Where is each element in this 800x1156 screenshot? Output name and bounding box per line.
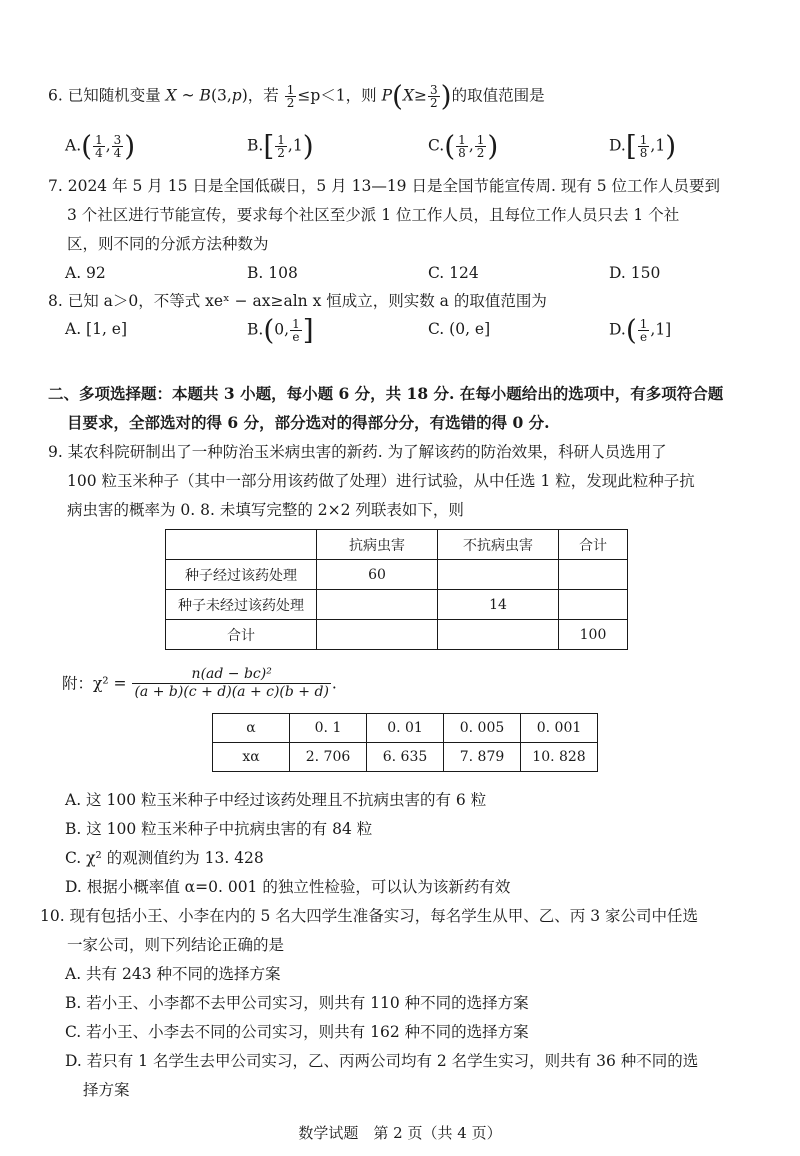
table-row: 抗病虫害 不抗病虫害 合计 <box>166 530 628 560</box>
table-row: α 0. 1 0. 01 0. 005 0. 001 <box>213 714 598 743</box>
section2-heading-line-2: 目要求，全部选对的得 6 分，部分选对的得部分分，有选错的得 0 分. <box>67 413 550 432</box>
chi-square-formula: 附：χ² = $\frac{\text{n(ad − bc)²}}{(a + b)(c + d)(a + c)(b + d)}$ . <box>62 666 337 700</box>
q10-option-d-continued: 择方案 <box>83 1081 130 1099</box>
q6-frac-half: $\frac{1}{2}$ <box>286 83 295 110</box>
q7-option-c: C. 124 <box>428 264 479 282</box>
q9-line-1: 9. 某农科院研制出了一种防治玉米病虫害的新药. 为了解该药的防治效果，科研人员选用了 <box>48 443 667 461</box>
table-row: 种子未经过该药处理 14 <box>166 590 628 620</box>
q7-option-d: D. 150 <box>609 264 661 282</box>
q6-stem: 6. 已知随机变量 X ~ B(3,p)，若 $\frac{1}{2}$ ≤p＜1，则 P(X≥ $\frac{3}{2}$ )的取值范围是 <box>48 79 545 113</box>
q8-option-b: B.(0, $\frac{1}{e}$ ] <box>247 313 314 347</box>
page-footer: 数学试题 第 2 页（共 4 页） <box>298 1124 502 1142</box>
alpha-critical-table <box>212 713 598 772</box>
q9-option-d: D. 根据小概率值 α=0. 001 的独立性检验，可以认为该新药有效 <box>65 878 511 896</box>
q6-frac-three-half: $\frac{3}{2}$ <box>430 83 438 110</box>
q6-option-c: C.( $\frac{1}{8}$ , $\frac{1}{2}$ ) <box>428 129 499 163</box>
q7-line-2: 3 个社区进行节能宣传，要求每个社区至少派 1 位工作人员，且每位工作人员只去 1 个社 <box>67 206 680 224</box>
q8-option-a: A. [1, e] <box>65 320 128 338</box>
table-row: xα 2. 706 6. 635 7. 879 10. 828 <box>213 743 598 772</box>
q9-line-2: 100 粒玉米种子（其中一部分用该药做了处理）进行试验，从中任选 1 粒，发现此粒种子抗 <box>67 472 695 490</box>
q8-stem: 8. 已知 a＞0，不等式 xeˣ − ax≥aln x 恒成立，则实数 a 的取值范围为 <box>48 292 547 310</box>
q6-stem-a: 6. 已知随机变量 <box>48 86 161 105</box>
section2-heading-line-1: 二、多项选择题：本题共 3 小题，每小题 6 分，共 18 分. 在每小题给出的选项中，有多项符合题 <box>48 384 724 403</box>
q9-line-3: 病虫害的概率为 0. 8. 未填写完整的 2×2 列联表如下，则 <box>67 501 464 519</box>
q6-option-b: B.[ $\frac{1}{2}$ ,1) <box>247 129 314 163</box>
q7-line-3: 区，则不同的分派方法种数为 <box>67 235 269 253</box>
q7-line-1: 7. 2024 年 5 月 15 日是全国低碳日，5 月 13—19 日是全国节能宣传周. 现有 5 位工作人员要到 <box>48 177 721 195</box>
q6-option-d: D.[ $\frac{1}{8}$ ,1) <box>609 129 677 163</box>
q6-stem-b: 若 <box>263 86 279 105</box>
q10-line-2: 一家公司，则下列结论正确的是 <box>67 936 285 954</box>
table-row: 合计 100 <box>166 620 628 650</box>
contingency-table <box>165 529 628 650</box>
q10-option-d: D. 若只有 1 名学生去甲公司实习，乙、丙两公司均有 2 名学生实习，则共有 36 种不同的选 <box>65 1052 699 1070</box>
q10-option-c: C. 若小王、小李去不同的公司实习，则共有 162 种不同的选择方案 <box>65 1023 529 1041</box>
table-row: 种子经过该药处理 60 <box>166 560 628 590</box>
q10-line-1: 10. 现有包括小王、小李在内的 5 名大四学生准备实习，每名学生从甲、乙、丙 3 家公司中任选 <box>40 907 699 925</box>
q9-option-a: A. 这 100 粒玉米种子中经过该药处理且不抗病虫害的有 6 粒 <box>65 791 487 809</box>
q7-option-a: A. 92 <box>65 264 106 282</box>
q7-option-b: B. 108 <box>247 264 298 282</box>
q6-option-a: A.( $\frac{1}{4}$ , $\frac{3}{4}$ ) <box>65 129 136 163</box>
q9-option-b: B. 这 100 粒玉米种子中抗病虫害的有 84 粒 <box>65 820 373 838</box>
q10-option-b: B. 若小王、小李都不去甲公司实习，则共有 110 种不同的选择方案 <box>65 994 529 1012</box>
q6-stem-d: 的取值范围是 <box>451 86 545 105</box>
q8-option-d: D.( $\frac{1}{e}$ ,1] <box>609 313 672 347</box>
q6-stem-c: ≤p＜1，则 <box>297 86 377 105</box>
q8-option-c: C. (0, e] <box>428 320 491 338</box>
q10-option-a: A. 共有 243 种不同的选择方案 <box>65 965 281 983</box>
q9-option-c: C. χ² 的观测值约为 13. 428 <box>65 849 264 867</box>
